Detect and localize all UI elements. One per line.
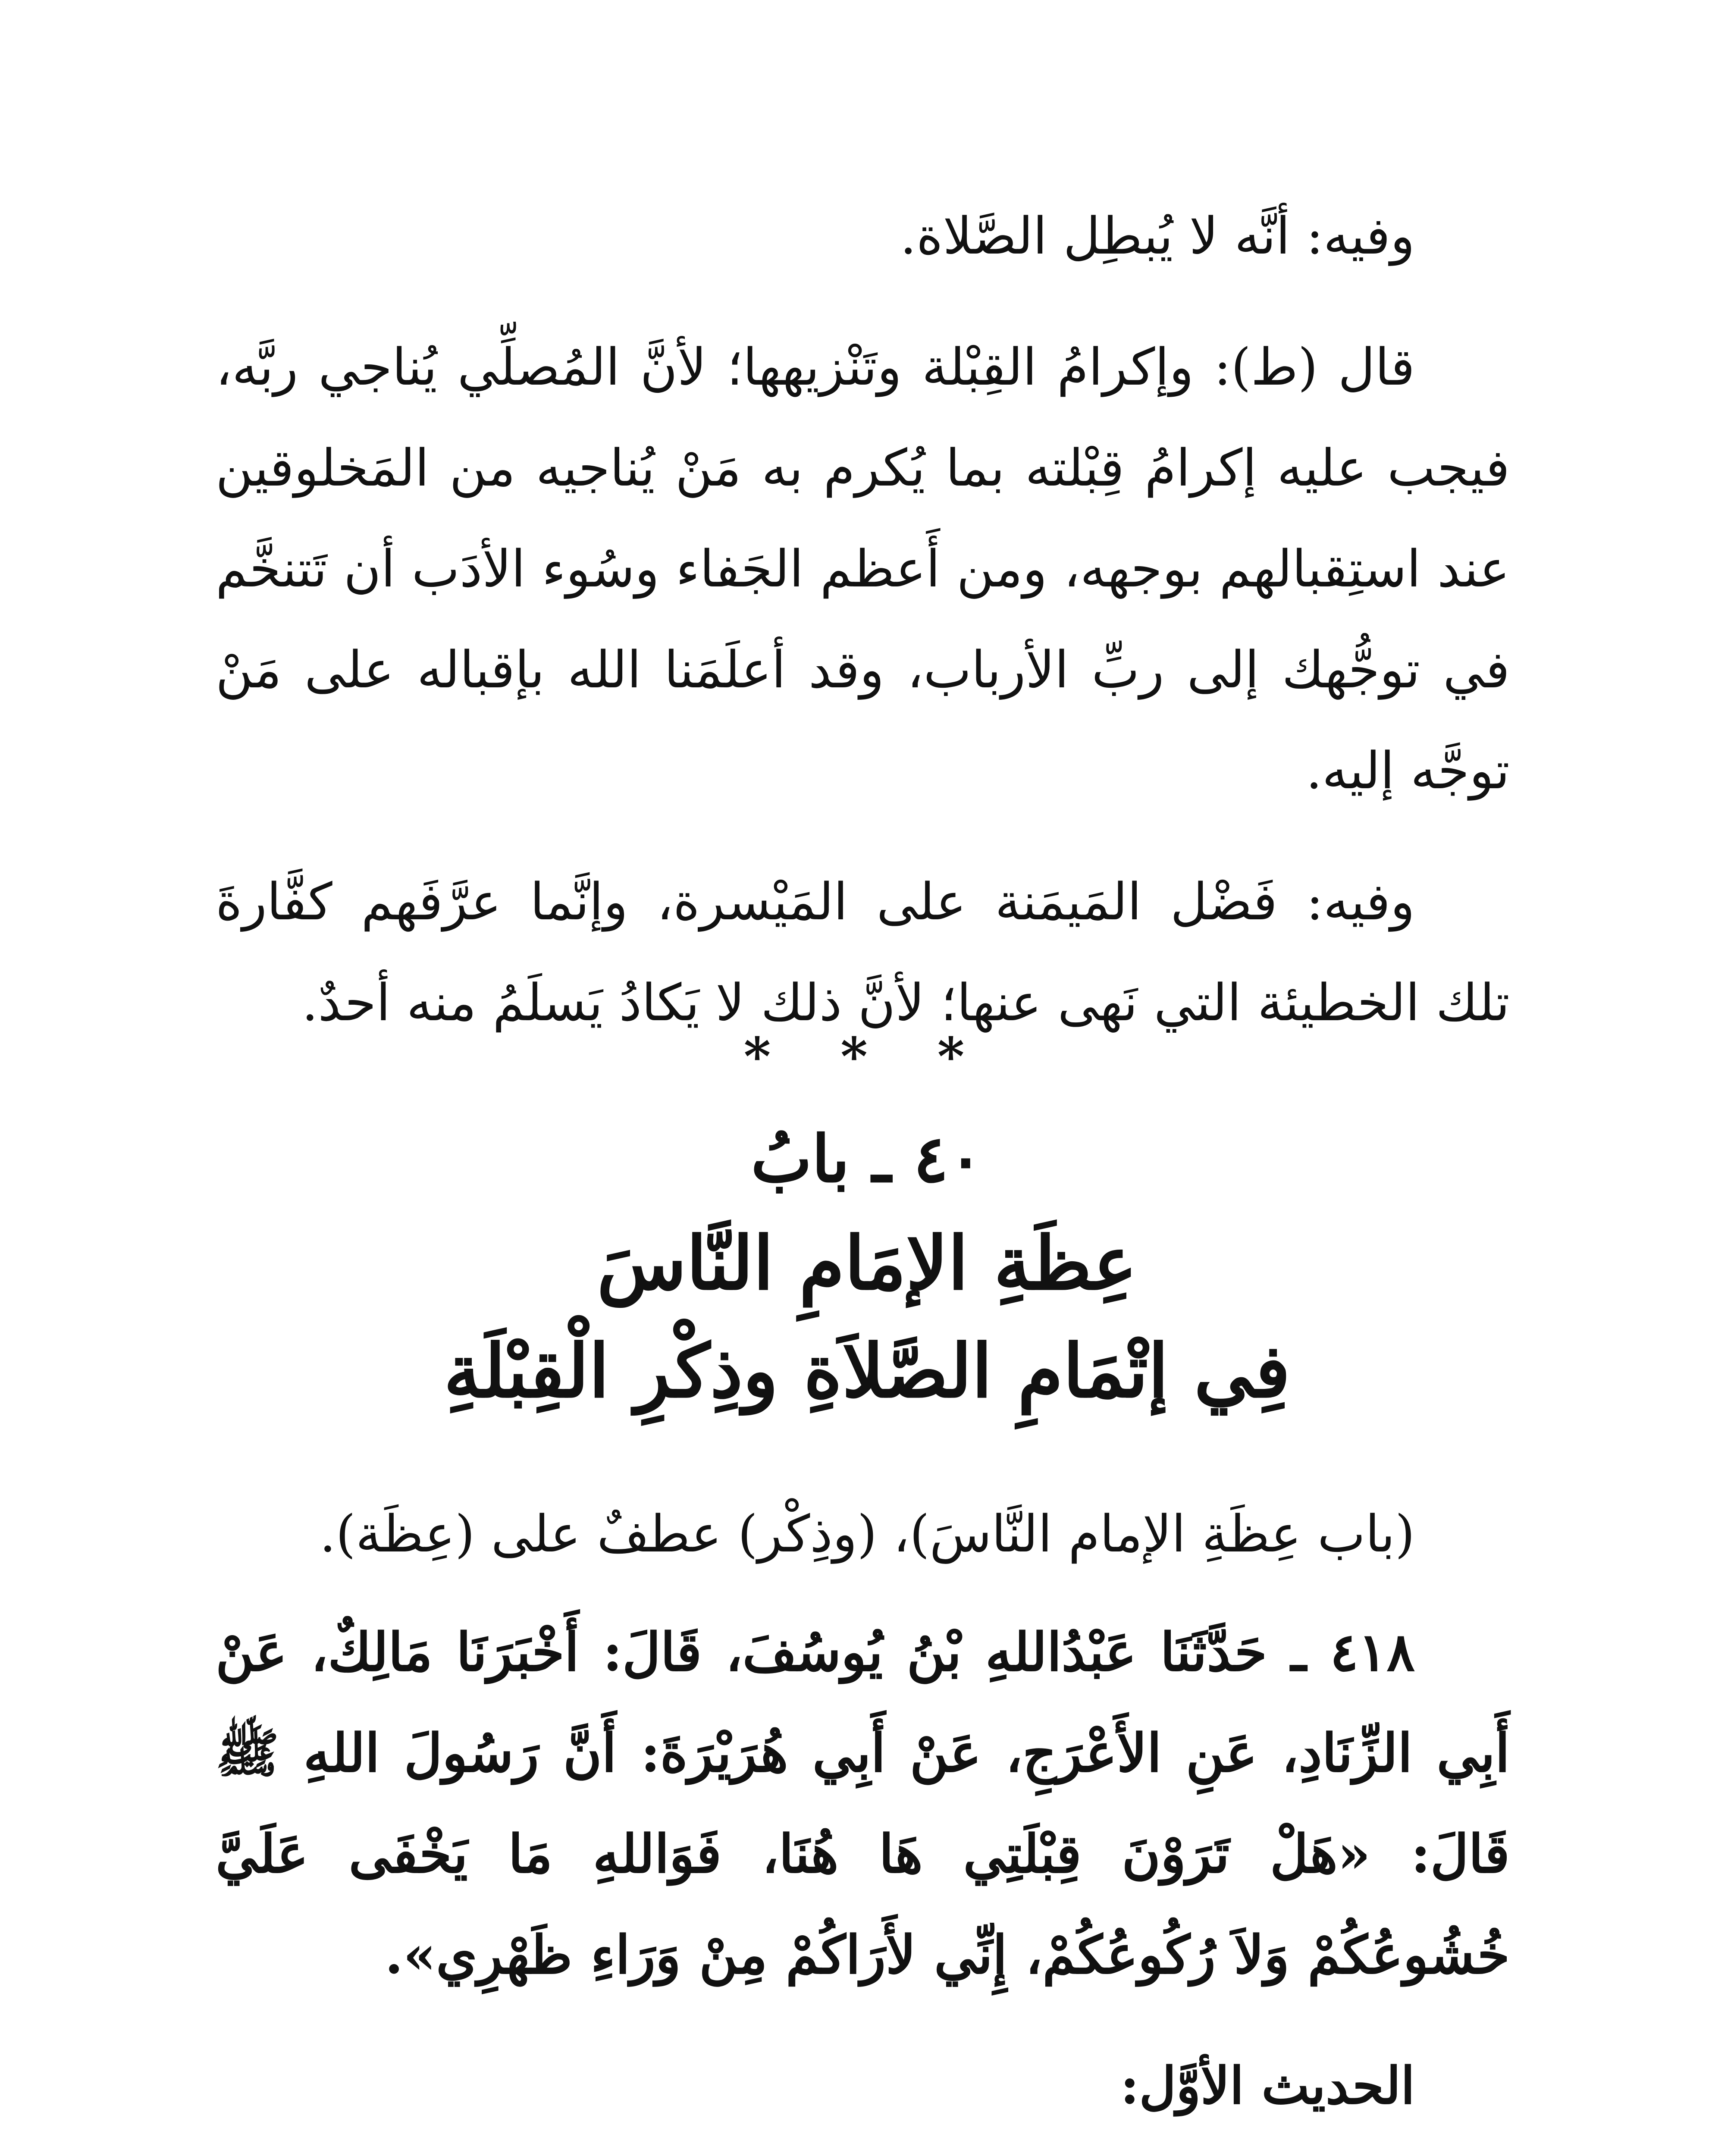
commentary-block-2 — [216, 1483, 1510, 2156]
chapter-number: ٤٠ ـ بابُ — [751, 1121, 983, 1197]
hadith-heading: الحديث الأوَّل: — [1120, 2056, 1415, 2115]
section-separator: * * * — [743, 1026, 991, 1087]
paragraph-4: (باب عِظَةِ الإمام النَّاسَ)، (وذِكْر) عطفٌ على (عِظَة). — [320, 1504, 1415, 1564]
commentary-block-1 — [216, 185, 1510, 1053]
chapter-title-line-2: فِي إتْمَامِ الصَّلاَةِ وذِكْرِ الْقِبْلَةِ — [444, 1328, 1290, 1414]
hadith-text: ٤١٨ ـ حَدَّثَنَا عَبْدُاللهِ بْنُ يُوسُفَ، قَالَ: أَخْبَرَنَا مَالِكٌ، عَنْ أَبِي الزِّنَادِ، عَنِ الأَعْرَجِ، عَنْ أَبِي هُرَيْرَةَ: أَنَّ رَسُولَ اللهِ ﷺ قَالَ: «هَلْ تَرَوْنَ قِبْلَتِي هَا هُنَا، فَوَاللهِ مَا يَخْفَى عَلَيَّ خُشُوعُكُمْ وَلاَ رُكُوعُكُمْ، إِنِّي لأَرَاكُمْ مِنْ وَرَاءِ ظَهْرِي». — [216, 1621, 1510, 1986]
paragraph-3: وفيه: فَضْل المَيمَنة على المَيْسرة، وإنَّما عرَّفَهم كفَّارةَ تلك الخطيئة التي نَهى عنها؛ لأنَّ ذلك لا يَكادُ يَسلَمُ منه أحدٌ. — [216, 872, 1510, 1032]
chapter-title-line-1: عِظَةِ الإمَامِ النَّاسَ — [597, 1220, 1137, 1307]
paragraph-2: قال (ط): وإكرامُ القِبْلة وتَنْزيهها؛ لأنَّ المُصلِّي يُناجي ربَّه، فيجب عليه إكرامُ قِبْلته بما يُكرم به مَنْ يُناجيه من المَخلوقين عند استِقبالهم بوجهه، ومن أَعظم الجَفاء وسُوء الأدَب أن تَتنخَّم في توجُّهك إلى ربِّ الأرباب، وقد أعلَمَنا الله بإقباله على مَنْ توجَّه إليه. — [216, 337, 1510, 800]
paragraph-1: وفيه: أنَّه لا يُبطِل الصَّلاة. — [900, 206, 1415, 266]
